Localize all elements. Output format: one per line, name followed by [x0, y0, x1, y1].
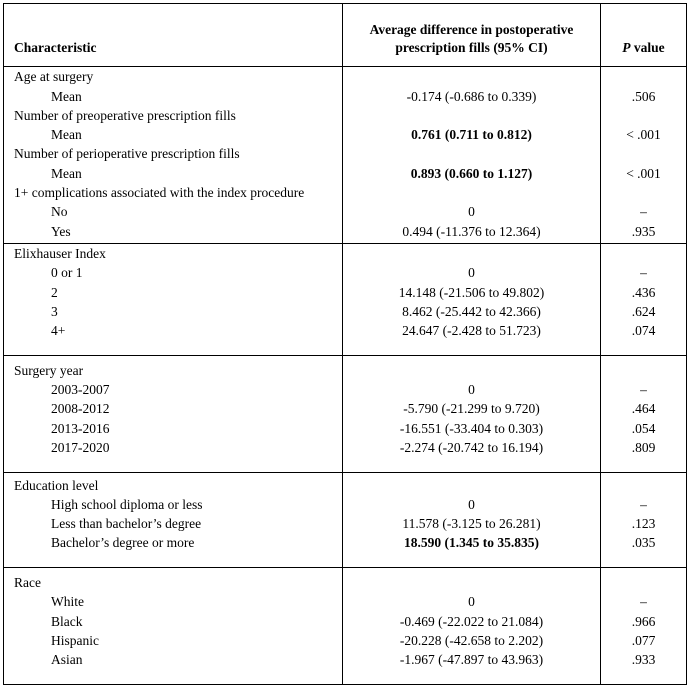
row-label: 2017-2020: [4, 438, 343, 457]
row-value-significant: 18.590 (1.345 to 35.835): [343, 533, 601, 552]
table-row: [4, 495, 687, 514]
row-label: Mean: [4, 125, 343, 144]
row-p-value: –: [601, 263, 687, 282]
row-value: 0: [343, 263, 601, 282]
header-difference: [343, 4, 601, 67]
row-value: [343, 356, 601, 380]
row-label: White: [4, 592, 343, 611]
row-label: 4+: [4, 321, 343, 340]
row-value: -5.790 (-21.299 to 9.720): [343, 399, 601, 418]
row-label: Education level: [4, 473, 343, 495]
row-value: [343, 243, 601, 263]
row-value-significant: 0.893 (0.660 to 1.127): [343, 163, 601, 182]
row-label: Surgery year: [4, 356, 343, 380]
table-row: [4, 650, 687, 669]
row-value: 0.494 (-11.376 to 12.364): [343, 221, 601, 243]
row-p-value: .933: [601, 650, 687, 669]
row-p-value: .966: [601, 611, 687, 630]
row-p-value: –: [601, 495, 687, 514]
table-row: [4, 473, 687, 495]
spacer-row: [4, 340, 687, 356]
row-label: 2008-2012: [4, 399, 343, 418]
table-row: [4, 611, 687, 630]
row-p-value: .074: [601, 321, 687, 340]
row-p-value: [601, 473, 687, 495]
row-value: [343, 568, 601, 592]
row-label: Less than bachelor’s degree: [4, 514, 343, 533]
table-row: [4, 183, 687, 202]
row-p-value: [601, 243, 687, 263]
row-value: -1.967 (-47.897 to 43.963): [343, 650, 601, 669]
row-value: [343, 473, 601, 495]
section-clinical: [4, 67, 687, 244]
row-p-value: .935: [601, 221, 687, 243]
row-value: 0: [343, 592, 601, 611]
section-race: [4, 568, 687, 685]
table-row: [4, 243, 687, 263]
row-p-value: [601, 183, 687, 202]
row-value: 0: [343, 202, 601, 221]
row-p-value: [601, 144, 687, 163]
table-row: [4, 67, 687, 87]
row-value: 14.148 (-21.506 to 49.802): [343, 282, 601, 301]
table-row: [4, 592, 687, 611]
table-row: [4, 321, 687, 340]
row-value: 24.647 (-2.428 to 51.723): [343, 321, 601, 340]
table-row: [4, 380, 687, 399]
row-p-value: [601, 67, 687, 87]
header-p-value: [601, 4, 687, 67]
row-p-value: .506: [601, 86, 687, 105]
spacer-row: [4, 552, 687, 568]
row-p-value: –: [601, 380, 687, 399]
row-p-value: [601, 106, 687, 125]
row-label: Age at surgery: [4, 67, 343, 87]
row-value: -16.551 (-33.404 to 0.303): [343, 418, 601, 437]
row-label: 2: [4, 282, 343, 301]
table-row: [4, 282, 687, 301]
section-surgery-year: [4, 356, 687, 473]
row-label: 0 or 1: [4, 263, 343, 282]
row-p-value: .077: [601, 631, 687, 650]
header-difference-line1: Average difference in postoperative: [369, 22, 574, 37]
table-row: [4, 106, 687, 125]
row-p-value: .123: [601, 514, 687, 533]
table-row: [4, 418, 687, 437]
row-value: [343, 67, 601, 87]
row-p-value: [601, 356, 687, 380]
table-row: [4, 399, 687, 418]
table-row: [4, 568, 687, 592]
table-header: [4, 4, 687, 67]
row-label: Race: [4, 568, 343, 592]
row-value: 11.578 (-3.125 to 26.281): [343, 514, 601, 533]
header-p-italic: P: [622, 40, 631, 55]
row-p-value: .624: [601, 302, 687, 321]
row-value: 0: [343, 380, 601, 399]
row-p-value: .054: [601, 418, 687, 437]
table-row: [4, 438, 687, 457]
row-label: No: [4, 202, 343, 221]
row-label: Number of perioperative prescription fills: [4, 144, 343, 163]
header-difference-line2: prescription fills (95% CI): [395, 40, 548, 55]
row-label: 3: [4, 302, 343, 321]
row-p-value: .436: [601, 282, 687, 301]
spacer-row: [4, 669, 687, 685]
row-label: 1+ complications associated with the index procedure: [4, 183, 343, 202]
row-label: Mean: [4, 86, 343, 105]
results-table: [3, 3, 687, 685]
table-row: [4, 125, 687, 144]
table-row: [4, 356, 687, 380]
row-label: Number of preoperative prescription fills: [4, 106, 343, 125]
row-label: Hispanic: [4, 631, 343, 650]
row-p-value: .809: [601, 438, 687, 457]
row-label: High school diploma or less: [4, 495, 343, 514]
table-row: [4, 86, 687, 105]
table-row: [4, 221, 687, 243]
row-p-value: .035: [601, 533, 687, 552]
row-label: Black: [4, 611, 343, 630]
table-row: [4, 202, 687, 221]
row-label: Elixhauser Index: [4, 243, 343, 263]
table-row: [4, 631, 687, 650]
row-value: -0.174 (-0.686 to 0.339): [343, 86, 601, 105]
row-p-value: –: [601, 202, 687, 221]
row-p-value: < .001: [601, 125, 687, 144]
row-value: 8.462 (-25.442 to 42.366): [343, 302, 601, 321]
row-label: Mean: [4, 163, 343, 182]
section-elixhauser: [4, 243, 687, 355]
row-value: -20.228 (-42.658 to 2.202): [343, 631, 601, 650]
header-p-rest: value: [630, 40, 665, 55]
row-value: 0: [343, 495, 601, 514]
table-row: [4, 514, 687, 533]
row-p-value: [601, 568, 687, 592]
row-value: -0.469 (-22.022 to 21.084): [343, 611, 601, 630]
row-value: [343, 106, 601, 125]
row-value: [343, 183, 601, 202]
row-value: [343, 144, 601, 163]
spacer-row: [4, 457, 687, 473]
row-label: 2013-2016: [4, 418, 343, 437]
row-p-value: .464: [601, 399, 687, 418]
table-row: [4, 144, 687, 163]
table-row: [4, 302, 687, 321]
table-row: [4, 263, 687, 282]
row-p-value: –: [601, 592, 687, 611]
section-education: [4, 473, 687, 568]
row-label: 2003-2007: [4, 380, 343, 399]
row-label: Yes: [4, 221, 343, 243]
header-characteristic: Characteristic: [4, 4, 343, 67]
row-value: -2.274 (-20.742 to 16.194): [343, 438, 601, 457]
table-row: [4, 163, 687, 182]
row-p-value: < .001: [601, 163, 687, 182]
row-label: Bachelor’s degree or more: [4, 533, 343, 552]
row-value-significant: 0.761 (0.711 to 0.812): [343, 125, 601, 144]
row-label: Asian: [4, 650, 343, 669]
table-row: [4, 533, 687, 552]
